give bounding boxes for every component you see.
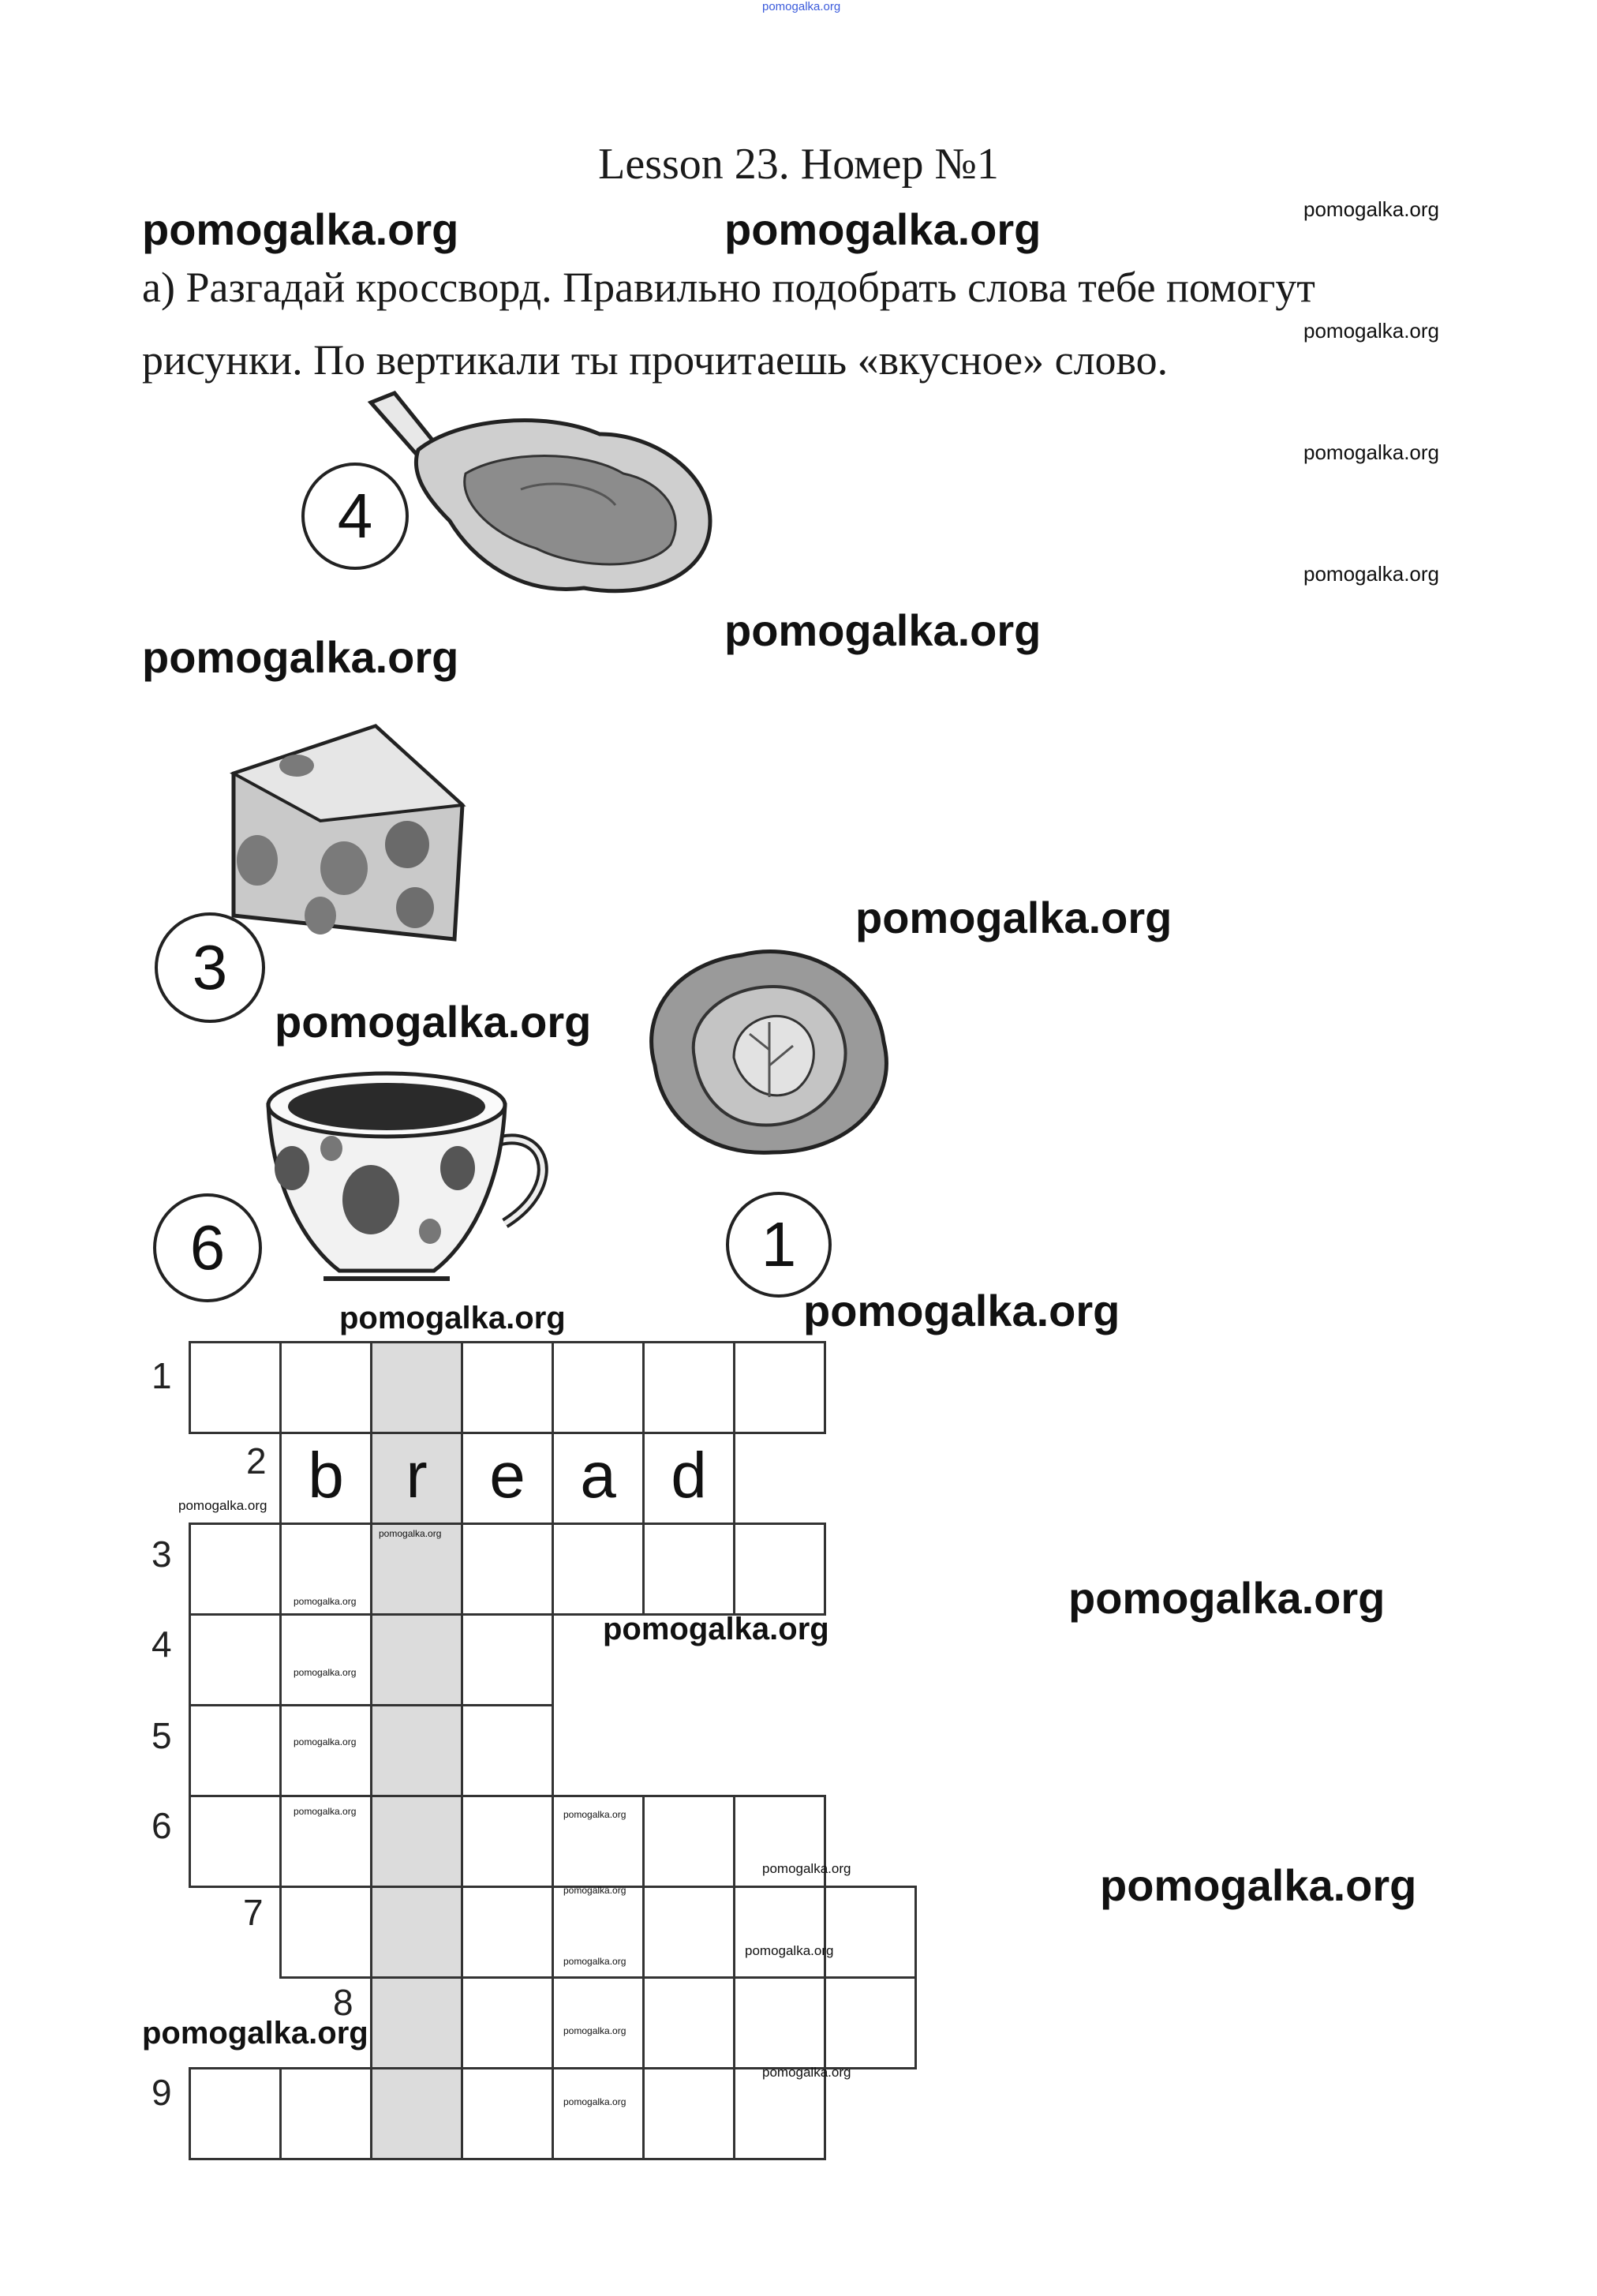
- picture-number-1: 1: [726, 1192, 832, 1298]
- crossword-cell-9-7[interactable]: [733, 2067, 826, 2160]
- watermark: pomogalka.org: [745, 1943, 834, 1958]
- watermark: pomogalka.org: [762, 2065, 851, 2080]
- crossword-cell-3-4[interactable]: [461, 1523, 554, 1616]
- task-line-1: а) Разгадай кроссворд. Правильно подобрать слова тебе помогут: [142, 264, 1315, 311]
- watermark: pomogalka.org: [1100, 1860, 1417, 1910]
- watermark: pomogalka.org: [1303, 197, 1439, 221]
- watermark: pomogalka.org: [1303, 319, 1439, 343]
- crossword-cell-9-1[interactable]: [189, 2067, 282, 2160]
- watermark: pomogalka.org: [563, 1885, 626, 1896]
- crossword-row-number-7: 7: [243, 1892, 264, 1933]
- watermark: pomogalka.org: [563, 2025, 626, 2036]
- crossword-cell-2-4[interactable]: [552, 1432, 645, 1525]
- crossword-row-number-8: 8: [333, 1982, 353, 2023]
- crossword-cell-1-3[interactable]: [370, 1341, 463, 1434]
- crossword-cell-1-7[interactable]: [733, 1341, 826, 1434]
- crossword-cell-4-1[interactable]: [189, 1613, 282, 1706]
- crossword-cell-6-1[interactable]: [189, 1795, 282, 1888]
- watermark: pomogalka.org: [724, 605, 1042, 655]
- watermark: pomogalka.org: [142, 632, 459, 682]
- watermark: pomogalka.org: [803, 1286, 1120, 1335]
- crossword-cell-2-5[interactable]: [642, 1432, 735, 1525]
- watermark: pomogalka.org: [339, 1301, 566, 1335]
- crossword-cell-3-6[interactable]: [642, 1523, 735, 1616]
- crossword-cell-1-4[interactable]: [461, 1341, 554, 1434]
- crossword-cell-1-6[interactable]: [642, 1341, 735, 1434]
- crossword-cell-5-4[interactable]: [461, 1704, 554, 1797]
- crossword-letter: d: [671, 1440, 707, 1511]
- watermark: pomogalka.org: [379, 1528, 442, 1539]
- crossword-cell-2-1[interactable]: [279, 1432, 372, 1525]
- watermark-top: pomogalka.org: [762, 0, 841, 13]
- crossword-cell-3-1[interactable]: [189, 1523, 282, 1616]
- crossword-cell-2-2[interactable]: [370, 1432, 463, 1525]
- crossword-cell-6-4[interactable]: [461, 1795, 554, 1888]
- watermark: pomogalka.org: [294, 1806, 357, 1817]
- crossword-cell-9-6[interactable]: [642, 2067, 735, 2160]
- crossword-letter: b: [308, 1440, 344, 1511]
- crossword-cell-5-3[interactable]: [370, 1704, 463, 1797]
- watermark: pomogalka.org: [294, 1596, 357, 1607]
- crossword-letter: e: [489, 1440, 525, 1511]
- watermark: pomogalka.org: [1303, 562, 1439, 586]
- watermark: pomogalka.org: [142, 2016, 368, 2051]
- watermark: pomogalka.org: [563, 1956, 626, 1967]
- crossword-cell-8-3[interactable]: [552, 1976, 645, 2069]
- crossword-row-number-3: 3: [151, 1534, 172, 1575]
- crossword-row-number-5: 5: [151, 1715, 172, 1756]
- crossword-cell-7-1[interactable]: [279, 1886, 372, 1979]
- watermark: pomogalka.org: [855, 893, 1173, 942]
- watermark: pomogalka.org: [1068, 1573, 1386, 1623]
- crossword-cell-9-2[interactable]: [279, 2067, 372, 2160]
- crossword-letter: a: [580, 1440, 616, 1511]
- crossword-cell-7-7[interactable]: [824, 1886, 917, 1979]
- watermark: pomogalka.org: [294, 1667, 357, 1678]
- watermark: pomogalka.org: [762, 1861, 851, 1876]
- crossword-cell-3-5[interactable]: [552, 1523, 645, 1616]
- crossword-cell-1-1[interactable]: [189, 1341, 282, 1434]
- crossword-cell-5-2[interactable]: [279, 1704, 372, 1797]
- page-title: Lesson 23. Номер №1: [598, 140, 999, 189]
- crossword-cell-4-4[interactable]: [461, 1613, 554, 1706]
- crossword-cell-8-4[interactable]: [642, 1976, 735, 2069]
- task-line-2: рисунки. По вертикали ты прочитаешь «вкусное» слово.: [142, 336, 1169, 384]
- crossword-cell-8-1[interactable]: [370, 1976, 463, 2069]
- crossword-cell-9-5[interactable]: [552, 2067, 645, 2160]
- crossword-cell-7-3[interactable]: [461, 1886, 554, 1979]
- crossword-cell-1-2[interactable]: [279, 1341, 372, 1434]
- crossword-row-number-1: 1: [151, 1355, 172, 1396]
- crossword-cell-8-6[interactable]: [824, 1976, 917, 2069]
- watermark: pomogalka.org: [1303, 440, 1439, 464]
- picture-number-6: 6: [153, 1193, 262, 1302]
- crossword-cell-7-2[interactable]: [370, 1886, 463, 1979]
- picture-number-4: 4: [301, 463, 409, 570]
- crossword-row-number-6: 6: [151, 1805, 172, 1846]
- picture-number-3: 3: [155, 912, 265, 1023]
- watermark: pomogalka.org: [563, 2096, 626, 2107]
- watermark: pomogalka.org: [178, 1498, 267, 1513]
- crossword-letter: r: [406, 1440, 428, 1511]
- crossword-cell-6-3[interactable]: [370, 1795, 463, 1888]
- crossword-cell-7-5[interactable]: [642, 1886, 735, 1979]
- crossword-cell-3-7[interactable]: [733, 1523, 826, 1616]
- crossword-row-number-4: 4: [151, 1624, 172, 1665]
- crossword-cell-4-3[interactable]: [370, 1613, 463, 1706]
- crossword-cell-7-6[interactable]: [733, 1886, 826, 1979]
- watermark: pomogalka.org: [724, 204, 1042, 254]
- crossword-cell-8-5[interactable]: [733, 1976, 826, 2069]
- crossword-cell-5-1[interactable]: [189, 1704, 282, 1797]
- crossword-cell-8-2[interactable]: [461, 1976, 554, 2069]
- watermark: pomogalka.org: [142, 204, 459, 254]
- watermark: pomogalka.org: [563, 1809, 626, 1820]
- watermark: pomogalka.org: [275, 997, 592, 1047]
- crossword-cell-2-3[interactable]: [461, 1432, 554, 1525]
- crossword-cell-1-5[interactable]: [552, 1341, 645, 1434]
- watermark: pomogalka.org: [294, 1736, 357, 1747]
- crossword-cell-4-2[interactable]: [279, 1613, 372, 1706]
- crossword-row-number-2: 2: [246, 1440, 267, 1481]
- watermark: pomogalka.org: [603, 1612, 829, 1646]
- crossword-cell-9-4[interactable]: [461, 2067, 554, 2160]
- crossword-cell-6-6[interactable]: [642, 1795, 735, 1888]
- crossword-row-number-9: 9: [151, 2072, 172, 2113]
- crossword-cell-9-3[interactable]: [370, 2067, 463, 2160]
